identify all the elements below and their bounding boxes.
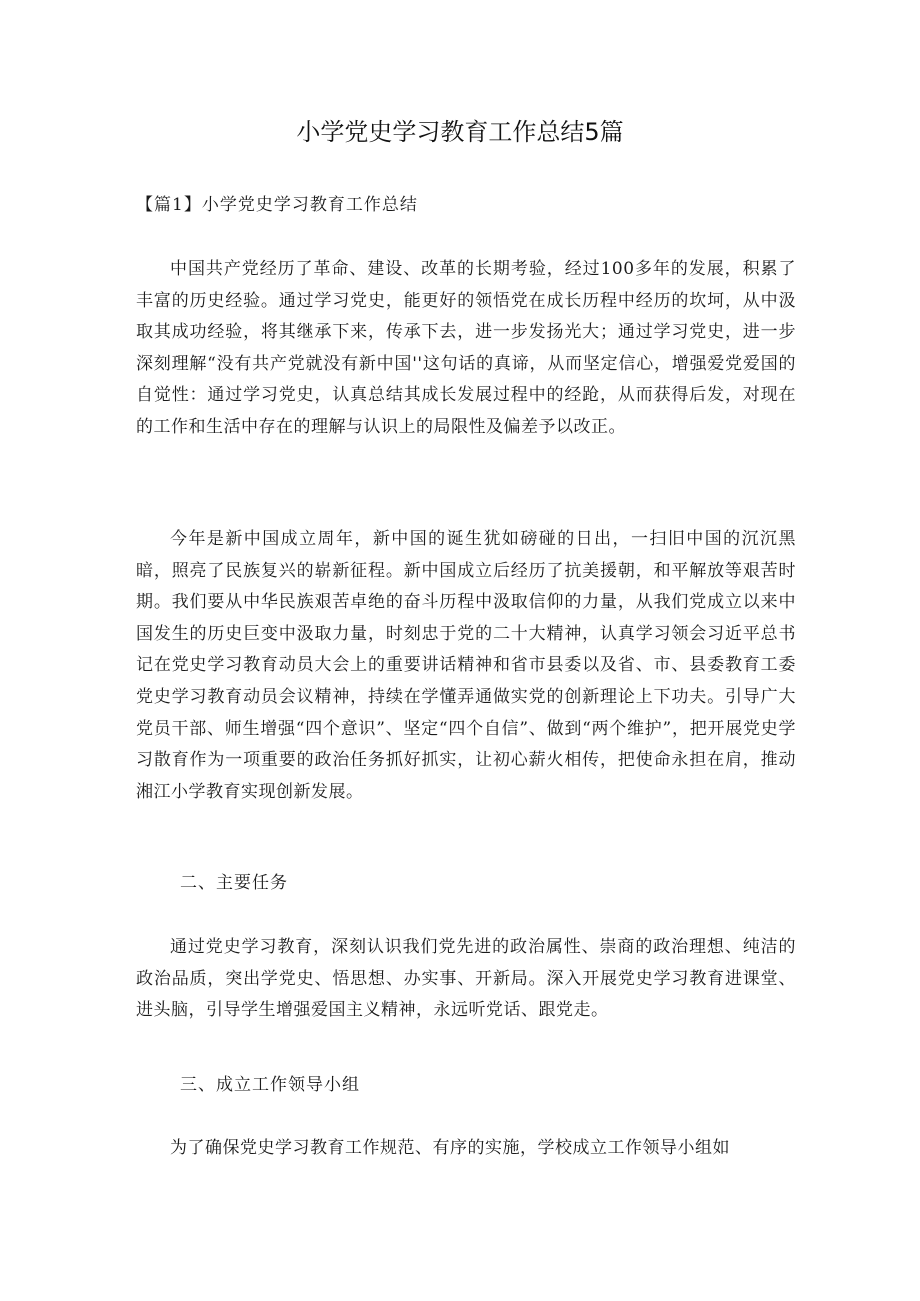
paragraph-3: 通过党史学习教育，深刻认识我们党先进的政治属性、崇商的政治理想、纯洁的政治品质，突出学党史、悟思想、办实事、开新局。深入开展党史学习教育进课堂、进头脑，引导学生增强爱国主义精神，永远听党话、跟党走。	[136, 937, 796, 1021]
paragraph-1: 中国共产党经历了革命、建设、改革的长期考验，经过100多年的发展，积累了丰富的历史经验。通过学习党史，能更好的领悟党在成长历程中经历的坎坷，从中汲取其成功经验，将其继承下来，传承下去，进一步发扬光大；通过学习党史，进一步深刻理解“没有共产党就没有新中国''这句话的真谛，从而坚定信心，增强爱党爱国的自觉性：通过学习党史，认真总结其成长发展过程中的经跄，从而获得后发，对现在的工作和生活中存在的理解与认识上的局限性及偏差予以改正。	[136, 259, 796, 437]
document-title: 小学党史学习教育工作总结5篇	[296, 118, 624, 146]
paragraph-4: 为了确保党史学习教育工作规范、有序的实施，学校成立工作领导小组如	[170, 1138, 730, 1158]
section-heading: 【篇1】小学党史学习教育工作总结	[136, 195, 418, 215]
paragraph-2: 今年是新中国成立周年，新中国的诞生犹如磅碰的日出，一扫旧中国的沉沉黑暗，照亮了民族复兴的崭新征程。新中国成立后经历了抗美援朝，和平解放等艰苦时期。我们要从中华民族艰苦卓绝的奋斗历程中汲取信仰的力量，从我们党成立以来中国发生的历史巨变中汲取力量，时刻忠于党的二十大精神，认真学习领会习近平总书记在党史学习教育动员大会上的重要讲话精神和省市县委以及省、市、县委教育工委党史学习教育动员会议精神，持续在学懂弄通做实党的创新理论上下功夫。引导广大党员干部、师生增强“四个意识”、坚定“四个自信”、做到“两个维护”，把开展党史学习散育作为一项重要的政治任务抓好抓实，让初心薪火相传，把使命永担在肩，推动湘江小学教育实现创新发展。	[136, 529, 796, 802]
subheading-main-tasks: 二、主要任务	[180, 873, 288, 893]
subheading-leading-group: 三、成立工作领导小组	[180, 1075, 360, 1095]
